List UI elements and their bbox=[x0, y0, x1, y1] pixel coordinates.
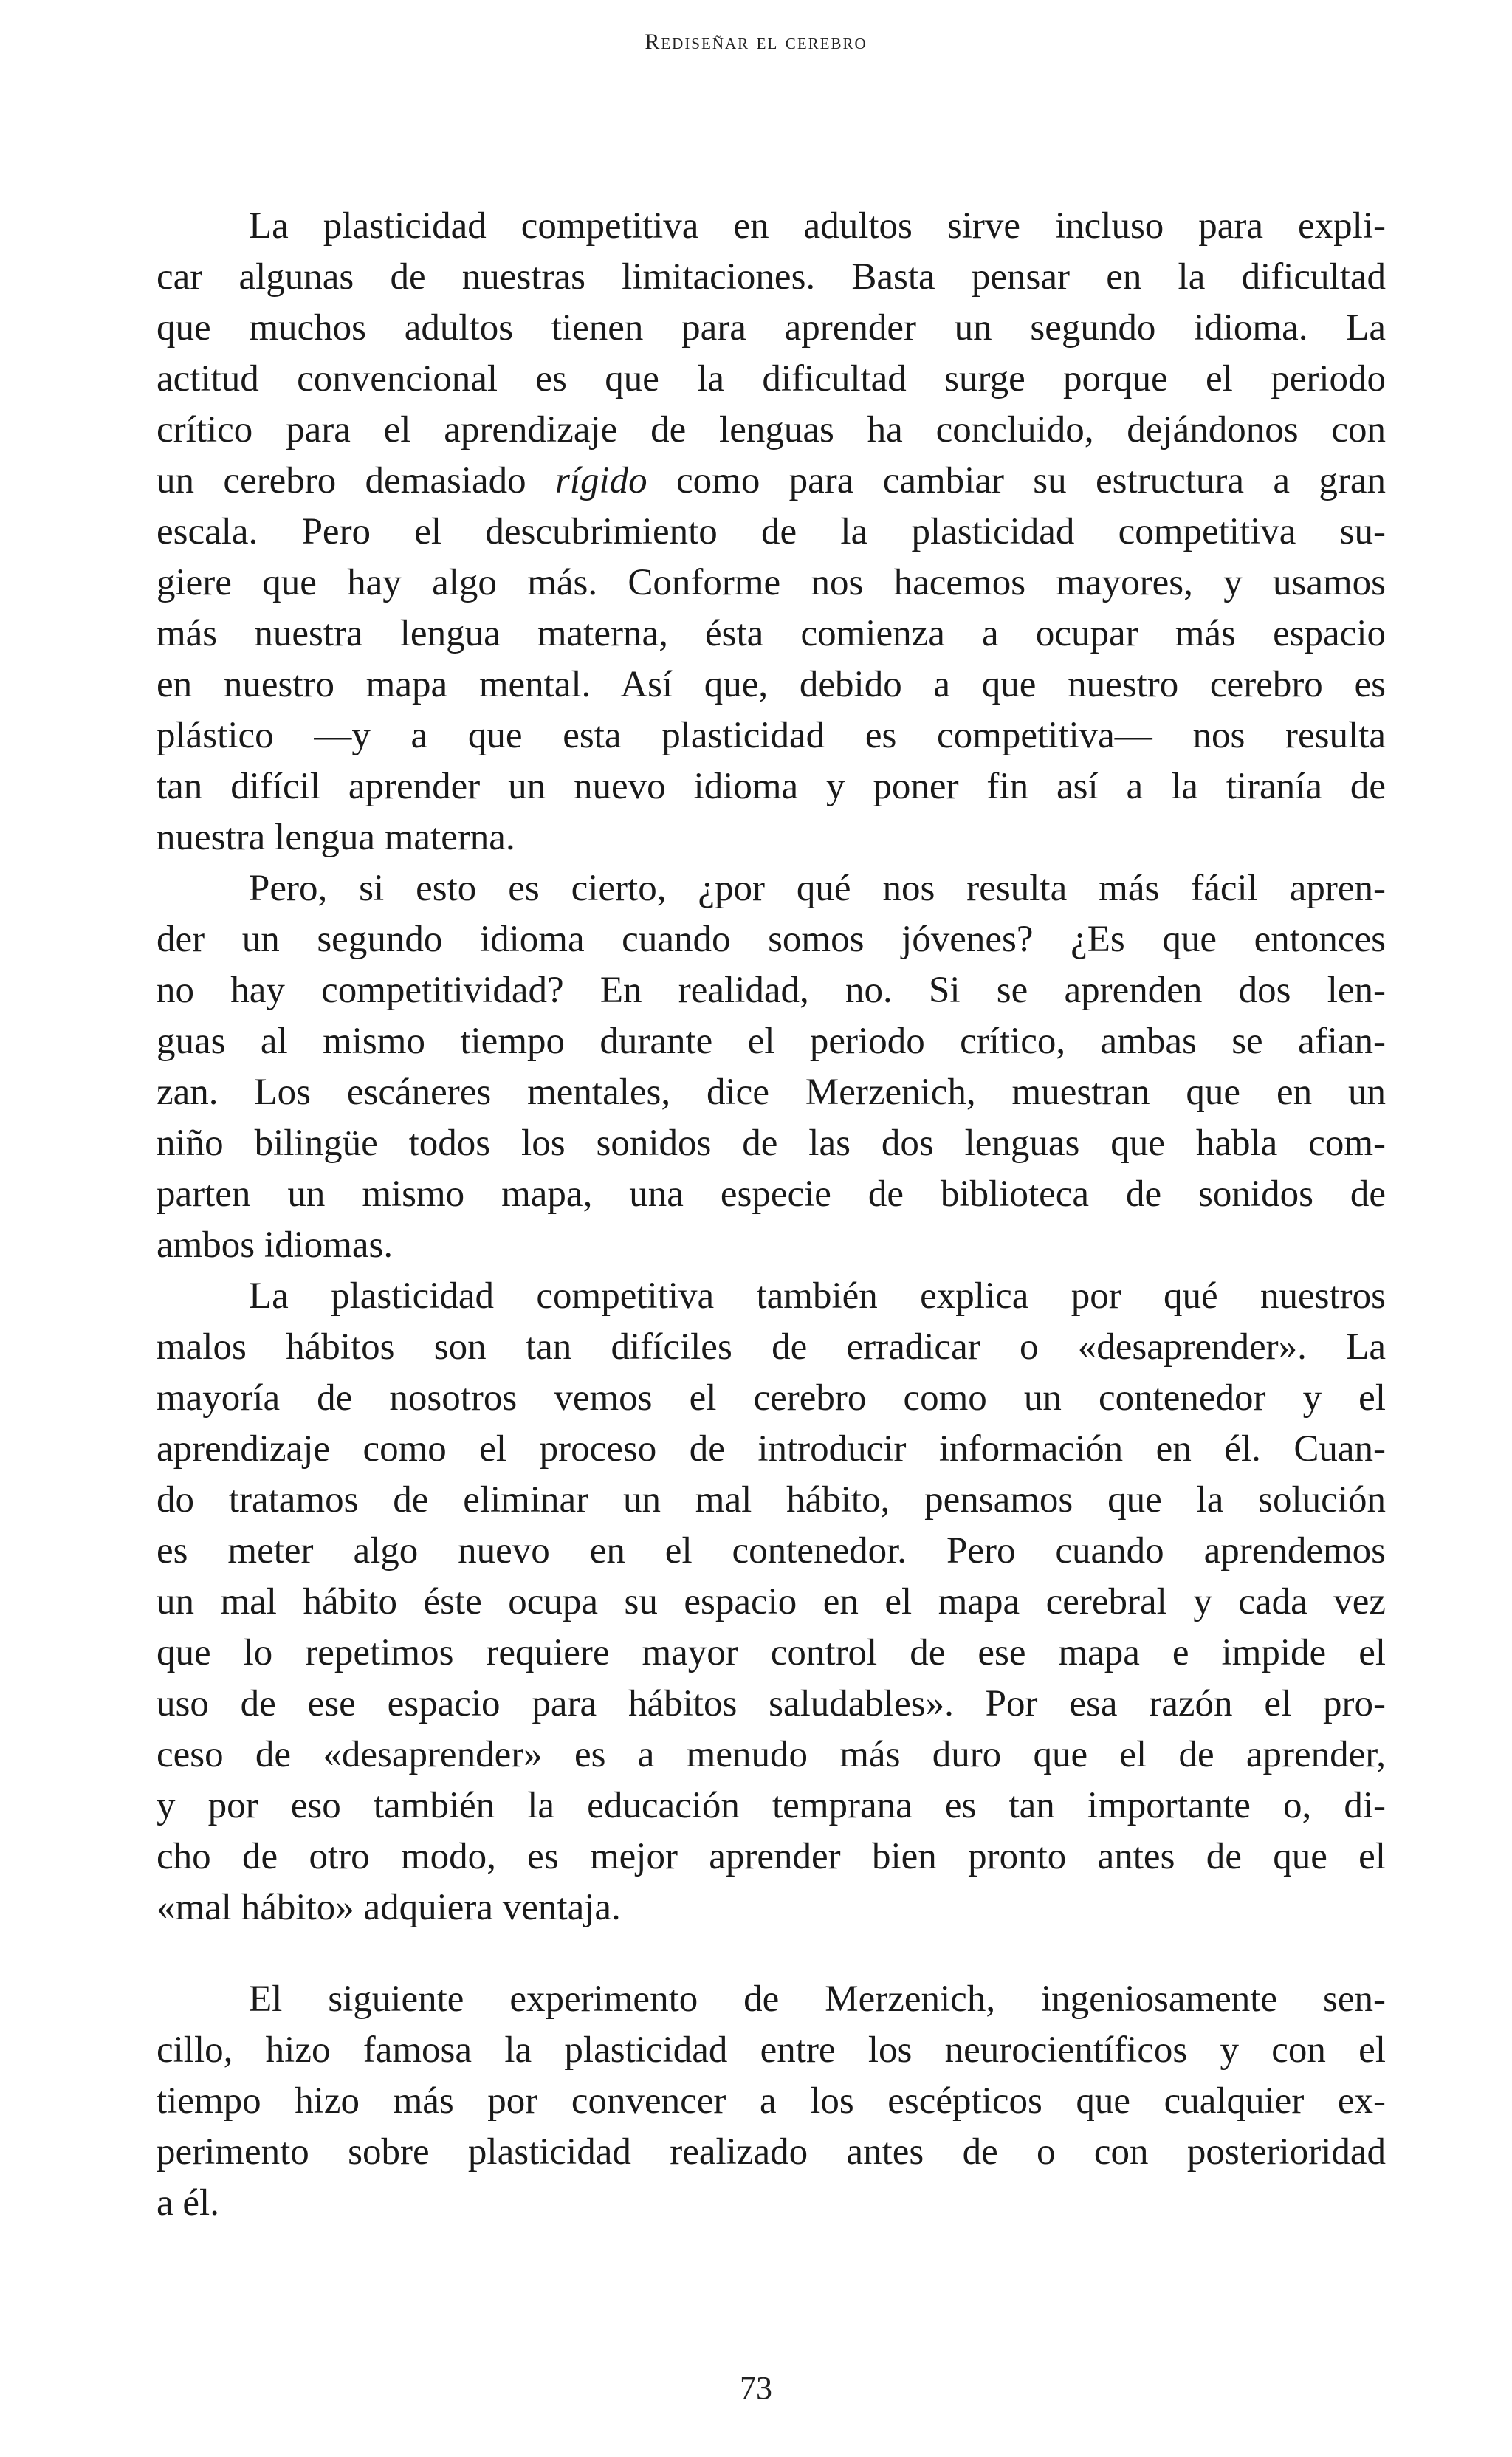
text-line: uso de ese espacio para hábitos saludables». Por esa razón el pro- bbox=[157, 1683, 1386, 1724]
text-line: aprendizaje como el proceso de introducir información en él. Cuan- bbox=[157, 1428, 1386, 1470]
text-line: zan. Los escáneres mentales, dice Merzenich, muestran que en un bbox=[157, 1072, 1386, 1113]
text-line: tan difícil aprender un nuevo idioma y poner fin así a la tiranía de bbox=[157, 766, 1386, 807]
text-line: cillo, hizo famosa la plasticidad entre los neurocientíficos y con el bbox=[157, 2029, 1386, 2071]
text-line: ceso de «desaprender» es a menudo más duro que el de aprender, bbox=[157, 1734, 1386, 1775]
text-line: La plasticidad competitiva también explica por qué nuestros bbox=[249, 1275, 1386, 1317]
text-line: malos hábitos son tan difíciles de erradicar o «desaprender». La bbox=[157, 1326, 1386, 1368]
paragraph bbox=[157, 863, 1386, 1271]
text-line: niño bilingüe todos los sonidos de las dos lenguas que habla com- bbox=[157, 1123, 1386, 1164]
text-line: plástico —y a que esta plasticidad es competitiva— nos resulta bbox=[157, 715, 1386, 756]
text-line: y por eso también la educación temprana es tan importante o, di- bbox=[157, 1785, 1386, 1826]
paragraph bbox=[157, 1271, 1386, 1933]
text-line: un cerebro demasiado rígido como para cambiar su estructura a gran bbox=[157, 460, 1386, 501]
text-line: El siguiente experimento de Merzenich, ingeniosamente sen- bbox=[249, 1978, 1386, 2020]
text-line: escala. Pero el descubrimiento de la plasticidad competitiva su- bbox=[157, 511, 1386, 552]
text-line: a él. bbox=[157, 2182, 219, 2224]
running-head: Rediseñar el cerebro bbox=[645, 30, 867, 54]
text-line: Pero, si esto es cierto, ¿por qué nos resulta más fácil apren- bbox=[249, 868, 1386, 909]
text-line: cho de otro modo, es mejor aprender bien pronto antes de que el bbox=[157, 1836, 1386, 1877]
text-line: La plasticidad competitiva en adultos sirve incluso para expli- bbox=[249, 205, 1386, 247]
text-line: parten un mismo mapa, una especie de biblioteca de sonidos de bbox=[157, 1173, 1386, 1215]
text-line: guas al mismo tiempo durante el periodo crítico, ambas se afian- bbox=[157, 1021, 1386, 1062]
text-line: der un segundo idioma cuando somos jóvenes? ¿Es que entonces bbox=[157, 919, 1386, 960]
text-line: más nuestra lengua materna, ésta comienza a ocupar más espacio bbox=[157, 613, 1386, 654]
text-line: un mal hábito éste ocupa su espacio en el mapa cerebral y cada vez bbox=[157, 1581, 1386, 1622]
text-line: no hay competitividad? En realidad, no. Si se aprenden dos len- bbox=[157, 970, 1386, 1011]
text-line: perimento sobre plasticidad realizado antes de o con posterioridad bbox=[157, 2131, 1386, 2173]
text-line: crítico para el aprendizaje de lenguas ha concluido, dejándonos con bbox=[157, 409, 1386, 450]
text-line: actitud convencional es que la dificultad surge porque el periodo bbox=[157, 358, 1386, 400]
text-line: tiempo hizo más por convencer a los escépticos que cualquier ex- bbox=[157, 2080, 1386, 2122]
text-line: car algunas de nuestras limitaciones. Basta pensar en la dificultad bbox=[157, 256, 1386, 298]
text-line: que lo repetimos requiere mayor control de ese mapa e impide el bbox=[157, 1632, 1386, 1673]
text-line: es meter algo nuevo en el contenedor. Pero cuando aprendemos bbox=[157, 1530, 1386, 1572]
paragraph bbox=[157, 1974, 1386, 2229]
text-line: giere que hay algo más. Conforme nos hacemos mayores, y usamos bbox=[157, 562, 1386, 603]
text-line: do tratamos de eliminar un mal hábito, pensamos que la solución bbox=[157, 1479, 1386, 1521]
text-line: en nuestro mapa mental. Así que, debido a que nuestro cerebro es bbox=[157, 664, 1386, 705]
text-line: ambos idiomas. bbox=[157, 1224, 394, 1266]
text-line: «mal hábito» adquiera ventaja. bbox=[157, 1887, 621, 1928]
paragraph bbox=[157, 201, 1386, 863]
text-line: que muchos adultos tienen para aprender un segundo idioma. La bbox=[157, 307, 1386, 349]
text-line: mayoría de nosotros vemos el cerebro como un contenedor y el bbox=[157, 1377, 1386, 1419]
body-text bbox=[157, 201, 1386, 2229]
section-gap bbox=[157, 1933, 1386, 1974]
page-number: 73 bbox=[740, 2370, 772, 2406]
emphasis: rígido bbox=[554, 460, 647, 501]
text-line: nuestra lengua materna. bbox=[157, 817, 515, 858]
